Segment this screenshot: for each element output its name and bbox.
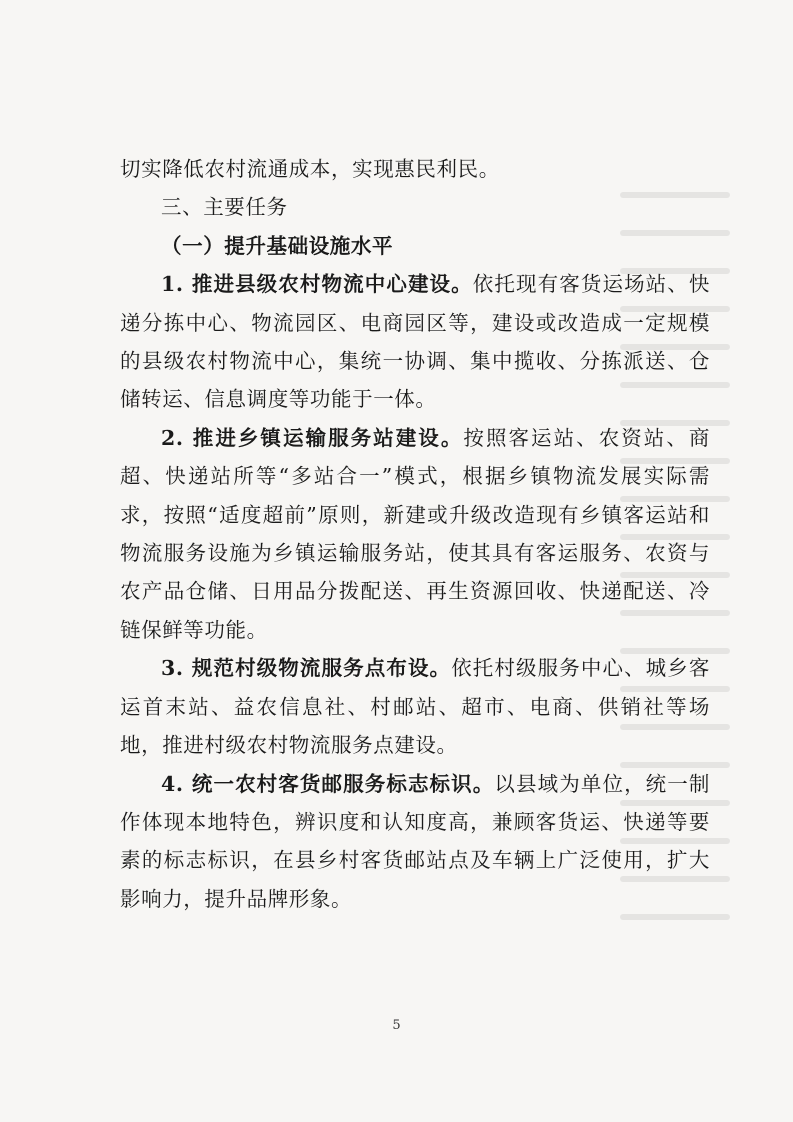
item-title: 1. 推进县级农村物流中心建设。 xyxy=(161,272,473,297)
page-number: 5 xyxy=(392,1018,401,1033)
subsection-heading: （一）提升基础设施水平 xyxy=(161,233,394,258)
item-paragraph xyxy=(120,419,710,649)
item-title: 3. 规范村级物流服务点布设。 xyxy=(161,656,452,681)
item-body: 依托现有客货运场站、快递分拣中心、物流园区、电商园区等，建设或改造成一定规模的县级农村物流中心，集统一协调、集中揽收、分拣派送、仓储转运、信息调度等功能于一体。 xyxy=(120,272,711,412)
section-heading: 三、主要任务 xyxy=(161,195,288,220)
item-body: 依托村级服务中心、城乡客运首末站、益农信息社、村邮站、超市、电商、供销社等场地，推进村级农村物流服务点建设。 xyxy=(120,656,711,758)
intro-line: 切实降低农村流通成本，实现惠民利民。 xyxy=(120,157,500,181)
item-title: 4. 统一农村客货邮服务标志标识。 xyxy=(161,771,495,796)
document-body xyxy=(120,150,710,918)
item-body: 按照客运站、农资站、商超、快递站所等“多站合一”模式，根据乡镇物流发展实际需求，按照“适度超前”原则，新建或升级改造现有乡镇客运站和物流服务设施为乡镇运输服务站，使其具有客运服务、农资与农产品仓储、日用品分拨配送、再生资源回收、快递配送、冷链保鲜等功能。 xyxy=(120,425,710,642)
item-paragraph xyxy=(120,765,710,919)
item-paragraph xyxy=(120,265,710,419)
item-title: 2. 推进乡镇运输服务站建设。 xyxy=(161,425,464,450)
item-paragraph xyxy=(120,649,710,764)
item-body: 以县域为单位，统一制作体现本地特色，辨识度和认知度高，兼顾客货运、快递等要素的标志标识，在县乡村客货邮站点及车辆上广泛使用，扩大影响力，提升品牌形象。 xyxy=(120,771,710,911)
